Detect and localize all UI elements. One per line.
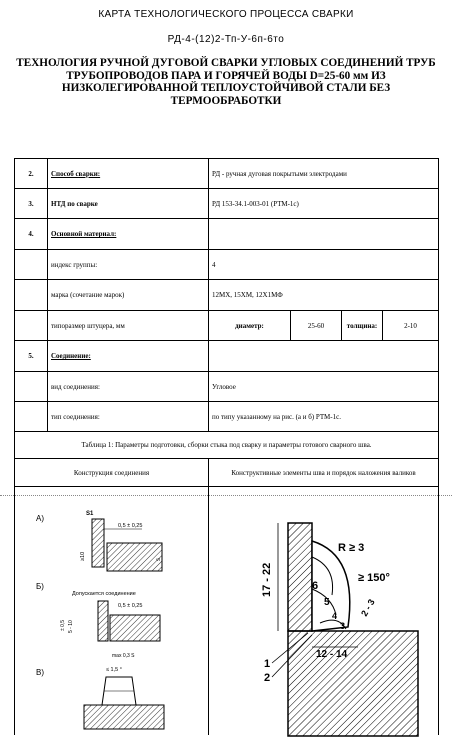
row-group xyxy=(15,250,439,280)
doc-heading: ТЕХНОЛОГИЯ РУЧНОЙ ДУГОВОЙ СВАРКИ УГЛОВЫХ СОЕДИНЕНИЙ ТРУБ ТРУБОПРОВОДОВ ПАРА И ГОРЯЧЕЙ ВОДЫ D=25-60 мм ИЗ НИЗКОЛЕГИРОВАННОЙ ТЕПЛОУСТОЙЧИВОЙ СТАЛИ БЕЗ ТЕРМООБРАБОТКИ xyxy=(16,57,436,107)
dim-5-10-label: 5 - 10 xyxy=(68,620,74,633)
s1-label: S1 xyxy=(86,511,94,517)
empty-cell xyxy=(15,372,48,402)
row-number: 4. xyxy=(15,219,48,250)
dim-10-label: ≥10 xyxy=(80,551,86,561)
tube-wall-a xyxy=(92,519,104,567)
plate-b xyxy=(110,615,160,641)
gap-b-label: 0,5 ± 0,25 xyxy=(118,603,143,609)
dim-s-label: s xyxy=(156,558,162,561)
joint-construction-figure xyxy=(14,505,194,743)
welding-method-value: РД - ручная дуговая покрытыми электродами xyxy=(209,159,439,189)
angle-150-label: ≥ 150° xyxy=(358,572,390,584)
group-label: индекс группы: xyxy=(48,250,209,280)
joint-type-label: тип соединения: xyxy=(48,402,209,432)
welding-method-label: Способ сварки: xyxy=(48,159,209,189)
row-material xyxy=(15,219,439,250)
joint-type-value: по типу указанному на рис. (а и б) РТМ-1с. xyxy=(209,402,439,432)
callout-2: 2 xyxy=(264,672,271,684)
group-value: 4 xyxy=(209,250,439,280)
table-caption: Таблица 1: Параметры подготовки, сборки стыка под сварку и параметры готового сварного шва. xyxy=(15,432,439,459)
grade-value: 12МХ, 15ХМ, 12Х1МФ xyxy=(209,280,439,311)
row-size xyxy=(15,311,439,341)
material-value xyxy=(209,219,439,250)
bead-5: 5 xyxy=(324,597,330,608)
max-label: max 0,3 S xyxy=(112,653,135,659)
joint-value xyxy=(209,341,439,372)
diameter-value: 25-60 xyxy=(291,311,342,341)
joint-kind-label: вид соединения: xyxy=(48,372,209,402)
bead-3: 3 xyxy=(340,621,346,631)
doc-title: КАРТА ТЕХНОЛОГИЧЕСКОГО ПРОЦЕССА СВАРКИ xyxy=(98,9,354,20)
variant-v-label: В) xyxy=(36,668,44,677)
empty-cell xyxy=(15,402,48,432)
empty-cell xyxy=(15,311,48,341)
bead-6: 6 xyxy=(312,580,319,592)
allowed-note: Допускается соединение xyxy=(72,591,136,597)
page-divider xyxy=(0,495,452,497)
row-number: 5. xyxy=(15,341,48,372)
variant-a-label: А) xyxy=(36,514,44,523)
row-grade xyxy=(15,280,439,311)
row-joint xyxy=(15,341,439,372)
row-number: 2. xyxy=(15,159,48,189)
grade-label: марка (сочетание марок) xyxy=(48,280,209,311)
diameter-label: диаметр: xyxy=(209,311,291,341)
row-number: 3. xyxy=(15,189,48,219)
ntd-value: РД 153-34.1-003-01 (РТМ-1с) xyxy=(209,189,439,219)
gap-a-label: 0,5 ± 0,25 xyxy=(118,523,143,529)
col-header-elements: Конструктивные элементы шва и порядок наложения валиков xyxy=(209,459,439,487)
col-header-construction: Конструкция соединения xyxy=(15,459,209,487)
joint-kind-value: Угловое xyxy=(209,372,439,402)
row-caption xyxy=(15,432,439,459)
joint-label: Соединение: xyxy=(48,341,209,372)
row-joint-kind xyxy=(15,372,439,402)
thickness-value: 2-10 xyxy=(383,311,439,341)
dim-pm-label: ± 0,5 xyxy=(60,619,66,631)
dim-17-22-label: 17 - 22 xyxy=(261,562,273,597)
empty-cell xyxy=(15,280,48,311)
plate-v xyxy=(84,705,164,729)
size-label: типоразмер штуцера, мм xyxy=(48,311,209,341)
doc-code: РД-4-(12)2-Тп-У-6п-6то xyxy=(167,34,285,45)
empty-cell xyxy=(15,250,48,280)
row-ntd xyxy=(15,189,439,219)
angle-label: ≤ 1,5 ° xyxy=(106,667,122,673)
radius-label: R ≥ 3 xyxy=(338,542,365,554)
plate-a xyxy=(107,543,162,571)
row-joint-type xyxy=(15,402,439,432)
ntd-label: НТД по сварке xyxy=(48,189,209,219)
material-label: Основной материал: xyxy=(48,219,209,250)
pipe-wall xyxy=(288,523,312,631)
row-welding-method xyxy=(15,159,439,189)
bead-4: 4 xyxy=(332,611,338,621)
callout-1: 1 xyxy=(264,658,271,670)
dim-12-14-label: 12 - 14 xyxy=(316,649,348,660)
weld-elements-figure xyxy=(208,505,438,743)
thickness-label: толщина: xyxy=(342,311,383,341)
variant-b-label: Б) xyxy=(36,582,44,591)
tube-wall-b xyxy=(98,601,108,641)
dim-2-3-label: 2 - 3 xyxy=(359,597,377,618)
row-col-headers xyxy=(15,459,439,487)
